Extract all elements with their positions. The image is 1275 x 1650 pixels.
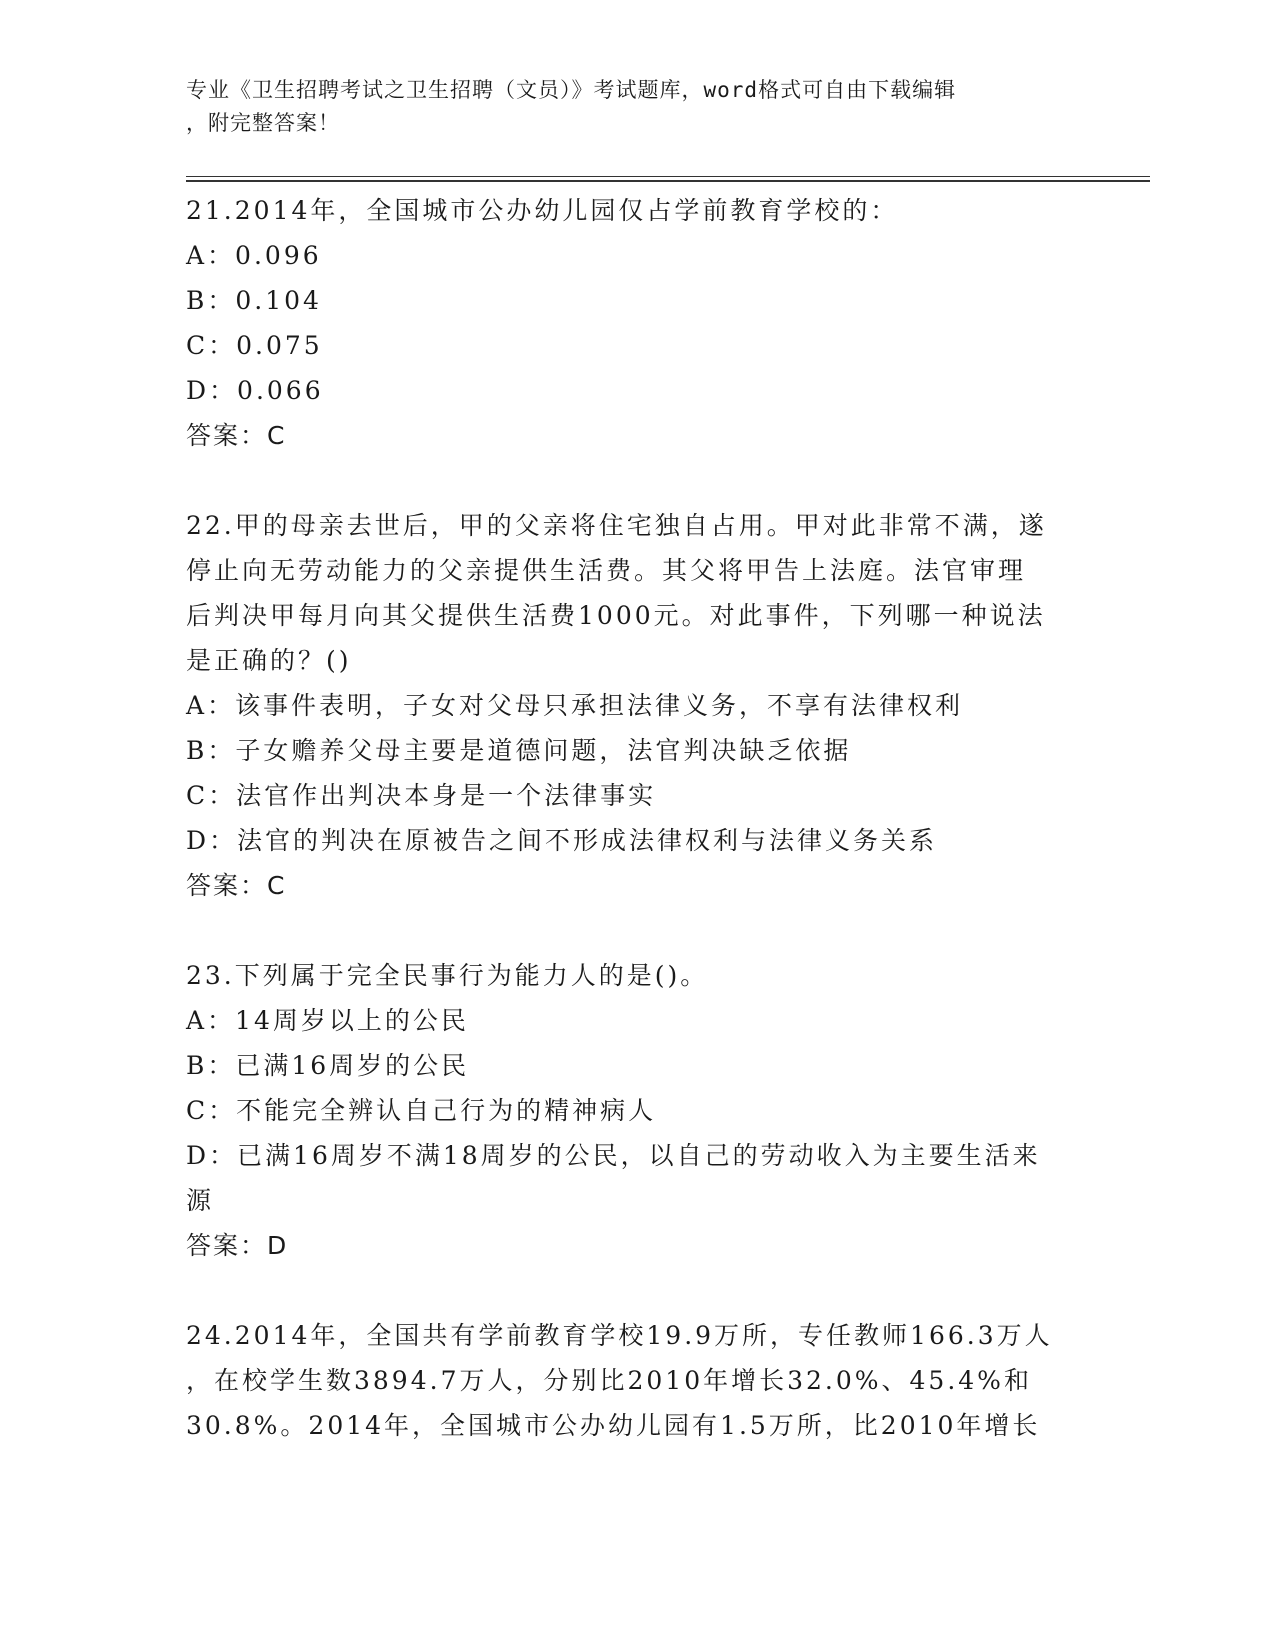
stem-line: 22.甲的母亲去世后，甲的父亲将住宅独自占用。甲对此非常不满，遂 [186,511,1047,540]
question-24 [186,1313,1086,1448]
question-list [186,188,1086,1448]
option-d: D：0.066 [186,376,324,405]
spacer [186,458,1086,503]
option-b: B：子女赡养父母主要是道德问题，法官判决缺乏依据 [186,736,852,765]
option-c: C：不能完全辨认自己行为的精神病人 [186,1096,657,1125]
stem-line: 停止向无劳动能力的父亲提供生活费。其父将甲告上法庭。法官审理 [186,556,1027,585]
question-stem [186,188,1086,233]
option-b: B：0.104 [186,286,322,315]
option-b: B：已满16周岁的公民 [186,1051,470,1080]
stem-line: 24.2014年，全国共有学前教育学校19.9万所，专任教师166.3万人 [186,1321,1053,1350]
header-line-2: ，附完整答案！ [186,111,340,135]
stem-line: 后判决甲每月向其父提供生活费1000元。对此事件，下列哪一种说法 [186,601,1046,630]
question-stem [186,953,1086,998]
question-23 [186,953,1086,1268]
option-a: A：14周岁以上的公民 [186,1006,469,1035]
header-line-1: 专业《卫生招聘考试之卫生招聘（文员）》考试题库，word格式可自由下载编辑 [186,78,957,102]
question-21 [186,188,1086,458]
answer-label: 答案：C [186,421,287,450]
answer-label: 答案：C [186,871,287,900]
answer-label: 答案：D [186,1231,289,1260]
question-stem [186,503,1086,683]
question-22 [186,503,1086,908]
option-a: A：该事件表明，子女对父母只承担法律义务，不享有法律权利 [186,691,964,720]
spacer [186,1268,1086,1313]
stem-line: ，在校学生数3894.7万人，分别比2010年增长32.0%、45.4%和 [186,1366,1032,1395]
option-d: D：法官的判决在原被告之间不形成法律权利与法律义务关系 [186,826,938,855]
option-c: C：0.075 [186,331,323,360]
stem-line: 23.下列属于完全民事行为能力人的是()。 [186,961,709,990]
stem-line: 21.2014年，全国城市公办幼儿园仅占学前教育学校的： [186,196,899,225]
document-header [186,74,1086,140]
header-divider [186,176,1150,182]
question-stem [186,1313,1086,1448]
stem-line: 30.8%。2014年，全国城市公办幼儿园有1.5万所，比2010年增长 [186,1411,1041,1440]
spacer [186,908,1086,953]
option-a: A：0.096 [186,241,322,270]
option-d: D：已满16周岁不满18周岁的公民，以自己的劳动收入为主要生活来 [186,1141,1041,1170]
stem-line: 是正确的？() [186,646,352,675]
option-d-continued: 源 [186,1186,215,1215]
option-c: C：法官作出判决本身是一个法律事实 [186,781,657,810]
